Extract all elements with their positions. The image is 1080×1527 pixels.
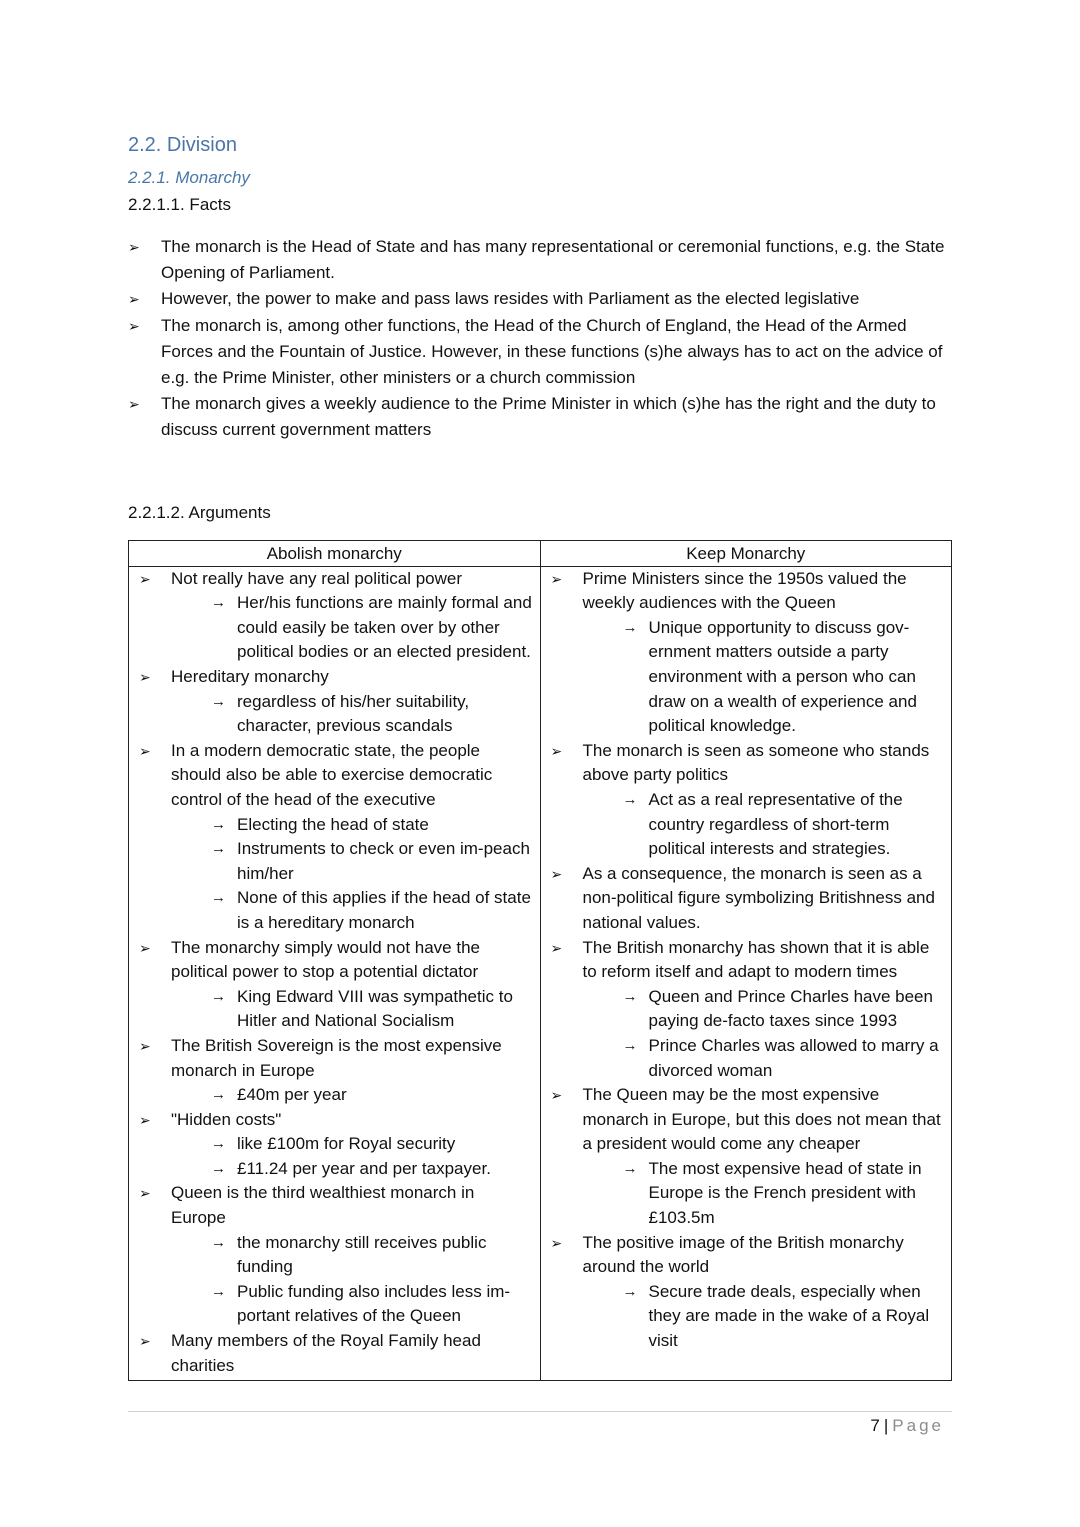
section-heading: 2.2. Division — [128, 134, 237, 156]
keep-argument: ➢ The positive image of the British monarchy around the world — [550, 1232, 904, 1277]
abolish-sub-point: → £11.24 per year and per taxpayer. — [137, 1157, 534, 1182]
bullet-arrow-icon: ➢ — [550, 570, 563, 587]
right-arrow-icon: → — [211, 1086, 226, 1104]
bullet-arrow-icon: ➢ — [128, 291, 140, 308]
keep-argument: ➢ The Queen may be the most expensive monarch in Europe, but this does not mean that a president would come any cheaper — [550, 1085, 941, 1154]
bullet-arrow-icon: ➢ — [139, 1185, 151, 1202]
bullet-arrow-icon: ➢ — [139, 669, 151, 685]
right-arrow-icon: → — [211, 1282, 226, 1300]
fact-item: ➢ The monarch is the Head of State and has many representational or ceremonial functions, e.g. the State Opening of Parliament. — [128, 234, 952, 286]
right-arrow-icon: → — [622, 1036, 638, 1054]
abolish-argument: ➢ Many members of the Royal Family head charities — [139, 1331, 481, 1375]
bullet-arrow-icon: ➢ — [139, 570, 151, 587]
bullet-arrow-icon: ➢ — [139, 742, 151, 759]
abolish-argument: ➢ "Hidden costs" — [137, 1108, 534, 1133]
right-arrow-icon: → — [211, 987, 226, 1005]
abolish-sub-point: → Electing the head of state — [137, 813, 534, 838]
keep-sub-point: → Act as a real representative of the country regardless of short-term political interests and strategies. — [622, 789, 903, 859]
abolish-sub-point: → the monarchy still receives public funding — [211, 1232, 487, 1277]
abolish-argument: ➢ In a modern democratic state, the people should also be able to exercise democratic control of the head of the executive — [139, 740, 493, 809]
keep-sub-point: → Secure trade deals, especially when they are made in the wake of a Royal visit — [622, 1281, 930, 1351]
right-arrow-icon: → — [211, 692, 226, 710]
abolish-argument: ➢ The monarchy simply would not have the political power to stop a potential dictator — [139, 937, 480, 982]
subsection-heading: 2.2.1. Monarchy — [128, 168, 250, 187]
fact-item: ➢ However, the power to make and pass laws resides with Parliament as the elected legislative — [128, 286, 952, 312]
bullet-arrow-icon: ➢ — [550, 1234, 563, 1251]
abolish-column — [129, 566, 541, 1381]
right-arrow-icon: → — [211, 889, 226, 907]
right-arrow-icon: → — [622, 790, 638, 808]
fact-item: ➢ The monarch is, among other functions, the Head of the Church of England, the Head of the Armed Forces and the Fountain of Justice. However, in these functions (s)he always has to act on the advice of e.g. the Prime Minister, other ministers or a church commission — [128, 313, 952, 392]
page-word: Page — [892, 1416, 944, 1435]
bullet-arrow-icon: ➢ — [128, 317, 140, 334]
keep-column — [540, 566, 952, 1381]
bullet-arrow-icon: ➢ — [550, 742, 563, 759]
right-arrow-icon: → — [622, 1159, 638, 1177]
keep-sub-point: → Unique opportunity to discuss gov-ernment matters outside a party environment with a person who can draw on a wealth of experience and political knowledge. — [622, 617, 917, 736]
right-arrow-icon: → — [622, 987, 638, 1005]
abolish-sub-point: → Instruments to check or even im-peach him/her — [211, 839, 530, 883]
bullet-arrow-icon: ➢ — [550, 865, 563, 882]
bullet-arrow-icon: ➢ — [128, 396, 140, 413]
page-number — [870, 1416, 944, 1436]
right-arrow-icon: → — [211, 594, 226, 612]
right-arrow-icon: → — [211, 1135, 226, 1153]
page-number-value: 7 — [870, 1416, 880, 1435]
page-separator: | — [883, 1416, 889, 1435]
keep-sub-point: → Prince Charles was allowed to marry a divorced woman — [622, 1035, 939, 1080]
facts-list — [128, 234, 952, 444]
keep-sub-point: → Queen and Prince Charles have been paying de-facto taxes since 1993 — [622, 986, 933, 1031]
keep-argument: ➢ The monarch is seen as someone who stands above party politics — [550, 740, 930, 785]
abolish-sub-point: → Public funding also includes less im-portant relatives of the Queen — [211, 1281, 511, 1326]
right-arrow-icon: → — [211, 815, 226, 833]
abolish-argument: ➢ The British Sovereign is the most expensive monarch in Europe — [139, 1035, 502, 1080]
keep-argument: ➢ Prime Ministers since the 1950s valued the weekly audiences with the Queen — [550, 568, 907, 613]
right-arrow-icon: → — [211, 1233, 226, 1251]
facts-title: 2.2.1.1. Facts — [128, 195, 231, 214]
right-arrow-icon: → — [622, 618, 638, 636]
abolish-sub-point: → £40m per year — [137, 1083, 534, 1108]
keep-sub-point: → The most expensive head of state in Europe is the French president with £103.5m — [622, 1158, 922, 1228]
bullet-arrow-icon: ➢ — [139, 1037, 151, 1054]
bullet-arrow-icon: ➢ — [139, 1333, 151, 1350]
abolish-sub-point: → King Edward VIII was sympathetic to Hitler and National Socialism — [211, 986, 513, 1031]
document-page — [128, 128, 952, 1381]
bullet-arrow-icon: ➢ — [550, 939, 563, 956]
bullet-arrow-icon: ➢ — [128, 239, 140, 255]
abolish-sub-point: → Her/his functions are mainly formal and could easily be taken over by other political bodies or an elected president. — [211, 593, 532, 662]
abolish-sub-point: → None of this applies if the head of state is a hereditary monarch — [211, 888, 531, 932]
keep-column-header: Keep Monarchy — [540, 540, 952, 566]
bullet-arrow-icon: ➢ — [139, 939, 151, 956]
abolish-argument: ➢ Not really have any real political power — [137, 567, 534, 592]
right-arrow-icon: → — [622, 1282, 638, 1300]
right-arrow-icon: → — [211, 1159, 226, 1177]
footer-rule — [128, 1411, 952, 1412]
right-arrow-icon: → — [211, 840, 226, 858]
abolish-argument: ➢ Queen is the third wealthiest monarch in Europe — [139, 1183, 475, 1228]
abolish-argument: ➢ Hereditary monarchy — [137, 665, 534, 690]
abolish-sub-point: → like £100m for Royal security — [137, 1132, 534, 1157]
arguments-table — [128, 540, 952, 1382]
bullet-arrow-icon: ➢ — [550, 1087, 563, 1104]
keep-argument: ➢ As a consequence, the monarch is seen as a non-political figure symbolizing Britishness and national values. — [550, 863, 935, 932]
bullet-arrow-icon: ➢ — [139, 1111, 151, 1128]
fact-item: ➢ The monarch gives a weekly audience to the Prime Minister in which (s)he has the right and the duty to discuss current government matters — [128, 391, 952, 443]
arguments-title: 2.2.1.2. Arguments — [128, 502, 271, 522]
abolish-column-header: Abolish monarchy — [129, 540, 541, 566]
keep-argument: ➢ The British monarchy has shown that it is able to reform itself and adapt to modern times — [550, 937, 930, 982]
abolish-sub-point: → regardless of his/her suitability, character, previous scandals — [211, 691, 470, 736]
